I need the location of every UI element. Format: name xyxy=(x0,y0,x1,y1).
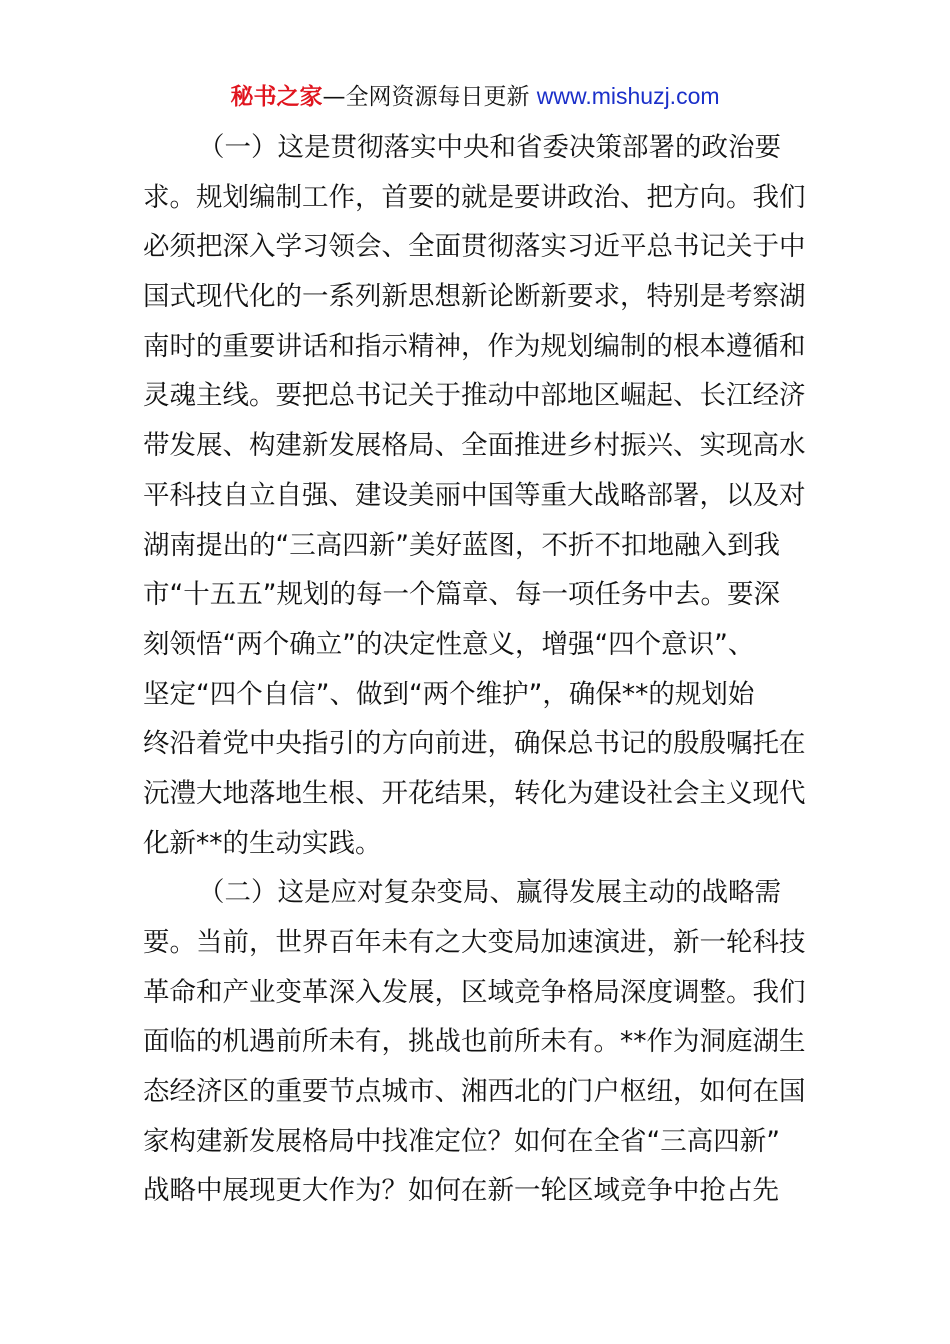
text-line: 化新**的生动实践。 xyxy=(143,827,382,859)
text-line: 沅澧大地落地生根、开花结果，转化为建设社会主义现代 xyxy=(143,777,806,809)
text-line: 态经济区的重要节点城市、湘西北的门户枢纽，如何在国 xyxy=(143,1076,806,1108)
text-line: 求。规划编制工作，首要的就是要讲政治、把方向。我们 xyxy=(143,181,806,213)
text-line: 战略中展现更大作为？如何在新一轮区域竞争中抢占先 xyxy=(143,1175,779,1207)
text-line: 刻领悟“两个确立”的决定性意义，增强“四个意识”、 xyxy=(143,628,755,660)
site-url-link[interactable]: www.mishuzj.com xyxy=(536,83,720,109)
text-line: 湖南提出的“三高四新”美好蓝图，不折不扣地融入到我 xyxy=(143,529,780,561)
text-line: 必须把深入学习领会、全面贯彻落实习近平总书记关于中 xyxy=(143,231,806,263)
text-line: 面临的机遇前所未有，挑战也前所未有。**作为洞庭湖生 xyxy=(143,1026,806,1058)
text-line: 平科技自立自强、建设美丽中国等重大战略部署，以及对 xyxy=(143,479,806,511)
text-line: 革命和产业变革深入发展，区域竞争格局深度调整。我们 xyxy=(143,976,806,1008)
text-line: 南时的重要讲话和指示精神，作为规划编制的根本遵循和 xyxy=(143,330,806,362)
text-line: 坚定“四个自信”、做到“两个维护”，确保**的规划始 xyxy=(143,678,755,710)
text-line: 终沿着党中央指引的方向前进，确保总书记的殷殷嘱托在 xyxy=(143,728,806,760)
site-tagline: —全网资源每日更新 xyxy=(322,84,537,110)
text-line: 家构建新发展格局中找准定位？如何在全省“三高四新” xyxy=(143,1125,780,1157)
text-line: 市“十五五”规划的每一个篇章、每一项任务中去。要深 xyxy=(143,579,780,611)
paragraph-first-line: （二）这是应对复杂变局、赢得发展主动的战略需 xyxy=(198,877,781,909)
text-line: 国式现代化的一系列新思想新论断新要求，特别是考察湖 xyxy=(143,281,806,313)
document-body xyxy=(143,128,813,1221)
paragraph-first-line: （一）这是贯彻落实中央和省委决策部署的政治要 xyxy=(198,132,781,163)
text-line: 带发展、构建新发展格局、全面推进乡村振兴、实现高水 xyxy=(143,430,806,462)
text-line: 灵魂主线。要把总书记关于推动中部地区崛起、长江经济 xyxy=(143,380,806,412)
page-header xyxy=(0,80,950,113)
text-line: 要。当前，世界百年未有之大变局加速演进，新一轮科技 xyxy=(143,927,806,958)
site-brand: 秘书之家 xyxy=(230,84,323,110)
